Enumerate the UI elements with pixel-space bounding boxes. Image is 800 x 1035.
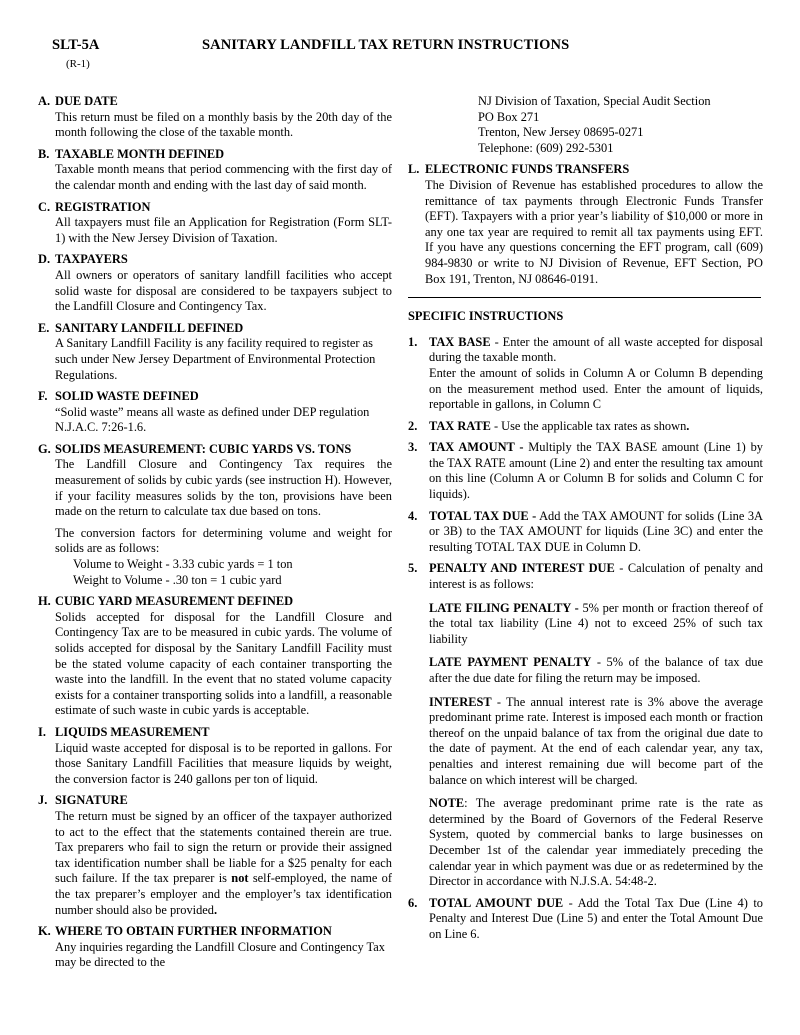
item-label: PENALTY AND INTEREST DUE <box>429 561 615 576</box>
section-l-eft <box>408 162 763 287</box>
section-g-solids-measurement <box>38 442 392 588</box>
item-body: - 5% of the balance of tax due after the due date for filing the return may be imposed. <box>429 655 763 685</box>
section-heading <box>38 389 392 405</box>
address-line: Telephone: (609) 292-5301 <box>478 140 614 155</box>
section-heading <box>38 594 392 610</box>
section-heading <box>38 252 392 268</box>
section-key: H. <box>38 594 51 609</box>
item-body: Multiply the TAX BASE amount (Line 1) by the TAX RATE amount (Line 2) and enter the resulting tax amount on this line (Column A or Column B for solids and Column C for liquids). <box>429 440 763 502</box>
section-title: CUBIC YARD MEASUREMENT DEFINED <box>55 594 294 609</box>
section-heading <box>38 793 392 809</box>
address-line: Trenton, New Jersey 08695-0271 <box>478 125 644 140</box>
section-key: J. <box>38 793 48 808</box>
section-i-liquids <box>38 725 392 787</box>
item-label: TAX BASE <box>429 334 491 349</box>
item-text <box>429 419 763 435</box>
item-body: - The annual interest rate is 3% above the average predominant prime rate. Interest is imposed each month or fraction thereof on the unpaid balance of tax from the original due date to the date of payment. At the end of each calendar year, any tax, penalties and interest remaining due will become part of the balance on which interest will be charged. <box>429 694 763 787</box>
right-column <box>408 94 763 949</box>
note <box>429 796 763 890</box>
instruction-5-penalty-interest <box>408 561 763 889</box>
item-number: 5. <box>408 561 418 576</box>
section-heading <box>38 147 392 163</box>
section-d-taxpayers <box>38 252 392 314</box>
item-label: TAX AMOUNT - <box>429 440 524 455</box>
section-title: TAXPAYERS <box>55 252 128 267</box>
section-heading <box>38 442 392 458</box>
section-heading <box>38 321 392 337</box>
section-f-solid-waste <box>38 389 392 436</box>
section-title: SOLID WASTE DEFINED <box>55 389 199 404</box>
section-title: TAXABLE MONTH DEFINED <box>55 146 225 161</box>
section-body: Taxable month means that period commencing with the first day of the calendar month and ending with the last day of said month. <box>55 162 392 192</box>
section-title: LIQUIDS MEASUREMENT <box>55 724 210 739</box>
item-number: 3. <box>408 440 418 455</box>
item-number: 1. <box>408 334 418 349</box>
item-label: LATE PAYMENT PENALTY <box>429 655 592 670</box>
instruction-2-tax-rate <box>408 419 763 435</box>
item-number: 2. <box>408 418 418 433</box>
left-column <box>38 94 392 977</box>
section-key: B. <box>38 146 50 161</box>
period: . <box>686 418 690 433</box>
conversion-weight-to-volume: Weight to Volume - .30 ton = 1 cubic yard <box>73 572 282 587</box>
section-body: “Solid waste” means all waste as defined under DEP regulation N.J.A.C. 7:26-1.6. <box>55 404 370 435</box>
item-body: - Calculation of penalty and interest is as follows: <box>429 561 763 592</box>
section-heading <box>38 725 392 741</box>
section-key: C. <box>38 199 51 214</box>
body-text: The return must be signed by an officer of the taxpayer authorized to act to the effect that the statements contained therein are true. Tax preparers who fail to sign the return or provide their assigned tax identification number shall be liable for a $25 penalty for each such failure. If the tax preparer is <box>55 808 392 886</box>
section-body <box>55 809 392 918</box>
late-filing-penalty <box>429 601 763 648</box>
emphasis-text: not <box>231 871 249 886</box>
instruction-6-total-amount-due <box>408 896 763 943</box>
item-body: Enter the amount of solids in Column A or Column B depending on the measurement method used. Enter the amount of liquids, reportable in gallons, in Column C <box>429 365 763 412</box>
section-body: Any inquiries regarding the Landfill Closure and Contingency Tax may be directed to the <box>55 939 385 970</box>
item-label: INTEREST <box>429 694 492 709</box>
item-body: 5% per month or fraction thereof of the total tax liability (Line 4) not to exceed 25% of such tax liability <box>429 600 763 646</box>
section-key: L. <box>408 162 420 177</box>
item-body: - Add the Total Tax Due (Line 4) to Penalty and Interest Due (Line 5) and enter the Total Amount Due on Line 6. <box>429 895 763 941</box>
section-heading <box>38 924 392 940</box>
section-title: REGISTRATION <box>55 199 151 214</box>
form-id: SLT-5A <box>52 37 100 53</box>
form-revision: (R-1) <box>66 58 90 70</box>
item-label: TOTAL TAX DUE - <box>429 508 537 523</box>
section-key: G. <box>38 441 51 456</box>
item-body: : The average predominant prime rate is the rate as determined by the Board of Governors of the Federal Reserve System, quoted by commercial banks to large businesses on December 1st of the calendar year immediately preceding the calendar year in which payment was due or as redetermined by the Director in accordance with N.J.S.A. 54:48-2. <box>429 796 763 889</box>
section-c-registration <box>38 200 392 247</box>
section-key: D. <box>38 252 51 267</box>
page-title: SANITARY LANDFILL TAX RETURN INSTRUCTIONS <box>202 37 570 53</box>
late-payment-penalty <box>429 655 763 686</box>
contact-address <box>478 94 763 156</box>
item-number: 6. <box>408 895 418 910</box>
body-text: self-employed, the name of the tax preparer’s employer and the employer’s tax identification number should also be provided <box>55 871 392 917</box>
item-text <box>429 561 763 889</box>
section-paragraph: The Landfill Closure and Contingency Tax requires the measurement of solids by cubic yards (see instruction H). However, if your facility measures solids by the ton, provisions have been made on the return to calculate tax due based on tons. <box>55 457 392 519</box>
section-title: SOLIDS MEASUREMENT: CUBIC YARDS VS. TONS <box>55 441 352 456</box>
section-body: The Division of Revenue has established procedures to allow the remittance of tax payments through Electronic Funds Transfer (EFT). Taxpayers with a prior year’s liability of $10,000 or more in any one tax year are required to remit all tax payments using EFT. If you have any questions concerning the EFT program, call (609) 984-9830 or write to NJ Division of Revenue, EFT Section, PO Box 191, Trenton, NJ 08646-0191. <box>425 177 763 286</box>
section-a-due-date <box>38 94 392 141</box>
section-key: I. <box>38 724 46 739</box>
section-key: F. <box>38 389 48 404</box>
specific-instructions-title: SPECIFIC INSTRUCTIONS <box>408 309 564 324</box>
item-label: TAX RATE <box>429 418 491 433</box>
section-body <box>55 457 392 588</box>
item-text <box>429 509 763 556</box>
item-body: Add the TAX AMOUNT for solids (Line 3A or 3B) to the TAX AMOUNT for liquids (Line 3C) and enter the resulting TOTAL TAX DUE in Column D. <box>429 508 763 554</box>
section-j-signature <box>38 793 392 918</box>
conversion-volume-to-weight: Volume to Weight - 3.33 cubic yards = 1 ton <box>73 557 293 572</box>
section-heading <box>38 200 392 216</box>
section-title: WHERE TO OBTAIN FURTHER INFORMATION <box>55 924 332 939</box>
address-line: NJ Division of Taxation, Special Audit Section <box>478 94 711 108</box>
section-title: SIGNATURE <box>55 793 128 808</box>
section-paragraph: The conversion factors for determining volume and weight for solids are as follows: <box>55 525 392 556</box>
section-title: ELECTRONIC FUNDS TRANSFERS <box>425 162 630 177</box>
instruction-1-tax-base <box>408 335 763 413</box>
section-key: K. <box>38 924 51 939</box>
section-k-further-information <box>38 924 392 971</box>
section-b-taxable-month <box>38 147 392 194</box>
item-text <box>429 440 763 502</box>
section-body: Solids accepted for disposal for the Landfill Closure and Contingency Tax are to be measured in cubic yards. The volume of solids accepted for disposal by the Sanitary Landfill Facility must be the stated volume capacity of each container transporting the waste into the landfill. In the event that no stated volume capacity exists for a container transporting solids into a landfill, a reasonable estimate of such waste in cubic yards is acceptable. <box>55 609 392 718</box>
section-title: DUE DATE <box>55 94 118 108</box>
address-line: PO Box 271 <box>478 109 540 124</box>
section-body: Liquid waste accepted for disposal is to be reported in gallons. For those Sanitary Landfill Facilities that measure liquids by weight, the conversion factor is 240 gallons per ton of liquid. <box>55 740 392 786</box>
period: . <box>214 902 218 917</box>
section-body: All taxpayers must file an Application for Registration (Form SLT-1) with the New Jersey Division of Taxation. <box>55 215 392 245</box>
section-e-sanitary-landfill <box>38 321 392 383</box>
instruction-3-tax-amount <box>408 440 763 502</box>
item-text <box>429 335 763 413</box>
item-label: NOTE <box>429 796 465 811</box>
section-body: All owners or operators of sanitary landfill facilities who accept solid waste for disposal are considered to be taxpayers subject to the Landfill Closure and Contingency Tax. <box>55 267 392 314</box>
section-title: SANITARY LANDFILL DEFINED <box>55 320 244 335</box>
item-number: 4. <box>408 508 418 523</box>
item-label: TOTAL AMOUNT DUE <box>429 895 564 910</box>
instruction-4-total-tax-due <box>408 509 763 556</box>
section-key: A. <box>38 94 51 108</box>
interest <box>429 695 763 789</box>
section-h-cubic-yard <box>38 594 392 719</box>
section-key: E. <box>38 320 50 335</box>
item-label: LATE FILING PENALTY - <box>429 600 579 615</box>
item-body: - Use the applicable tax rates as shown <box>490 418 687 433</box>
item-text <box>429 896 763 943</box>
section-body: A Sanitary Landfill Facility is any facility required to register as such under New Jersey Department of Environmental Protection Regulations. <box>55 336 376 382</box>
divider <box>408 297 761 298</box>
section-body: This return must be filed on a monthly basis by the 20th day of the month following the close of the taxable month. <box>55 109 392 140</box>
section-heading <box>408 162 763 178</box>
section-heading <box>38 94 392 110</box>
item-body: - Enter the amount of all waste accepted for disposal during the taxable month. <box>429 334 763 365</box>
